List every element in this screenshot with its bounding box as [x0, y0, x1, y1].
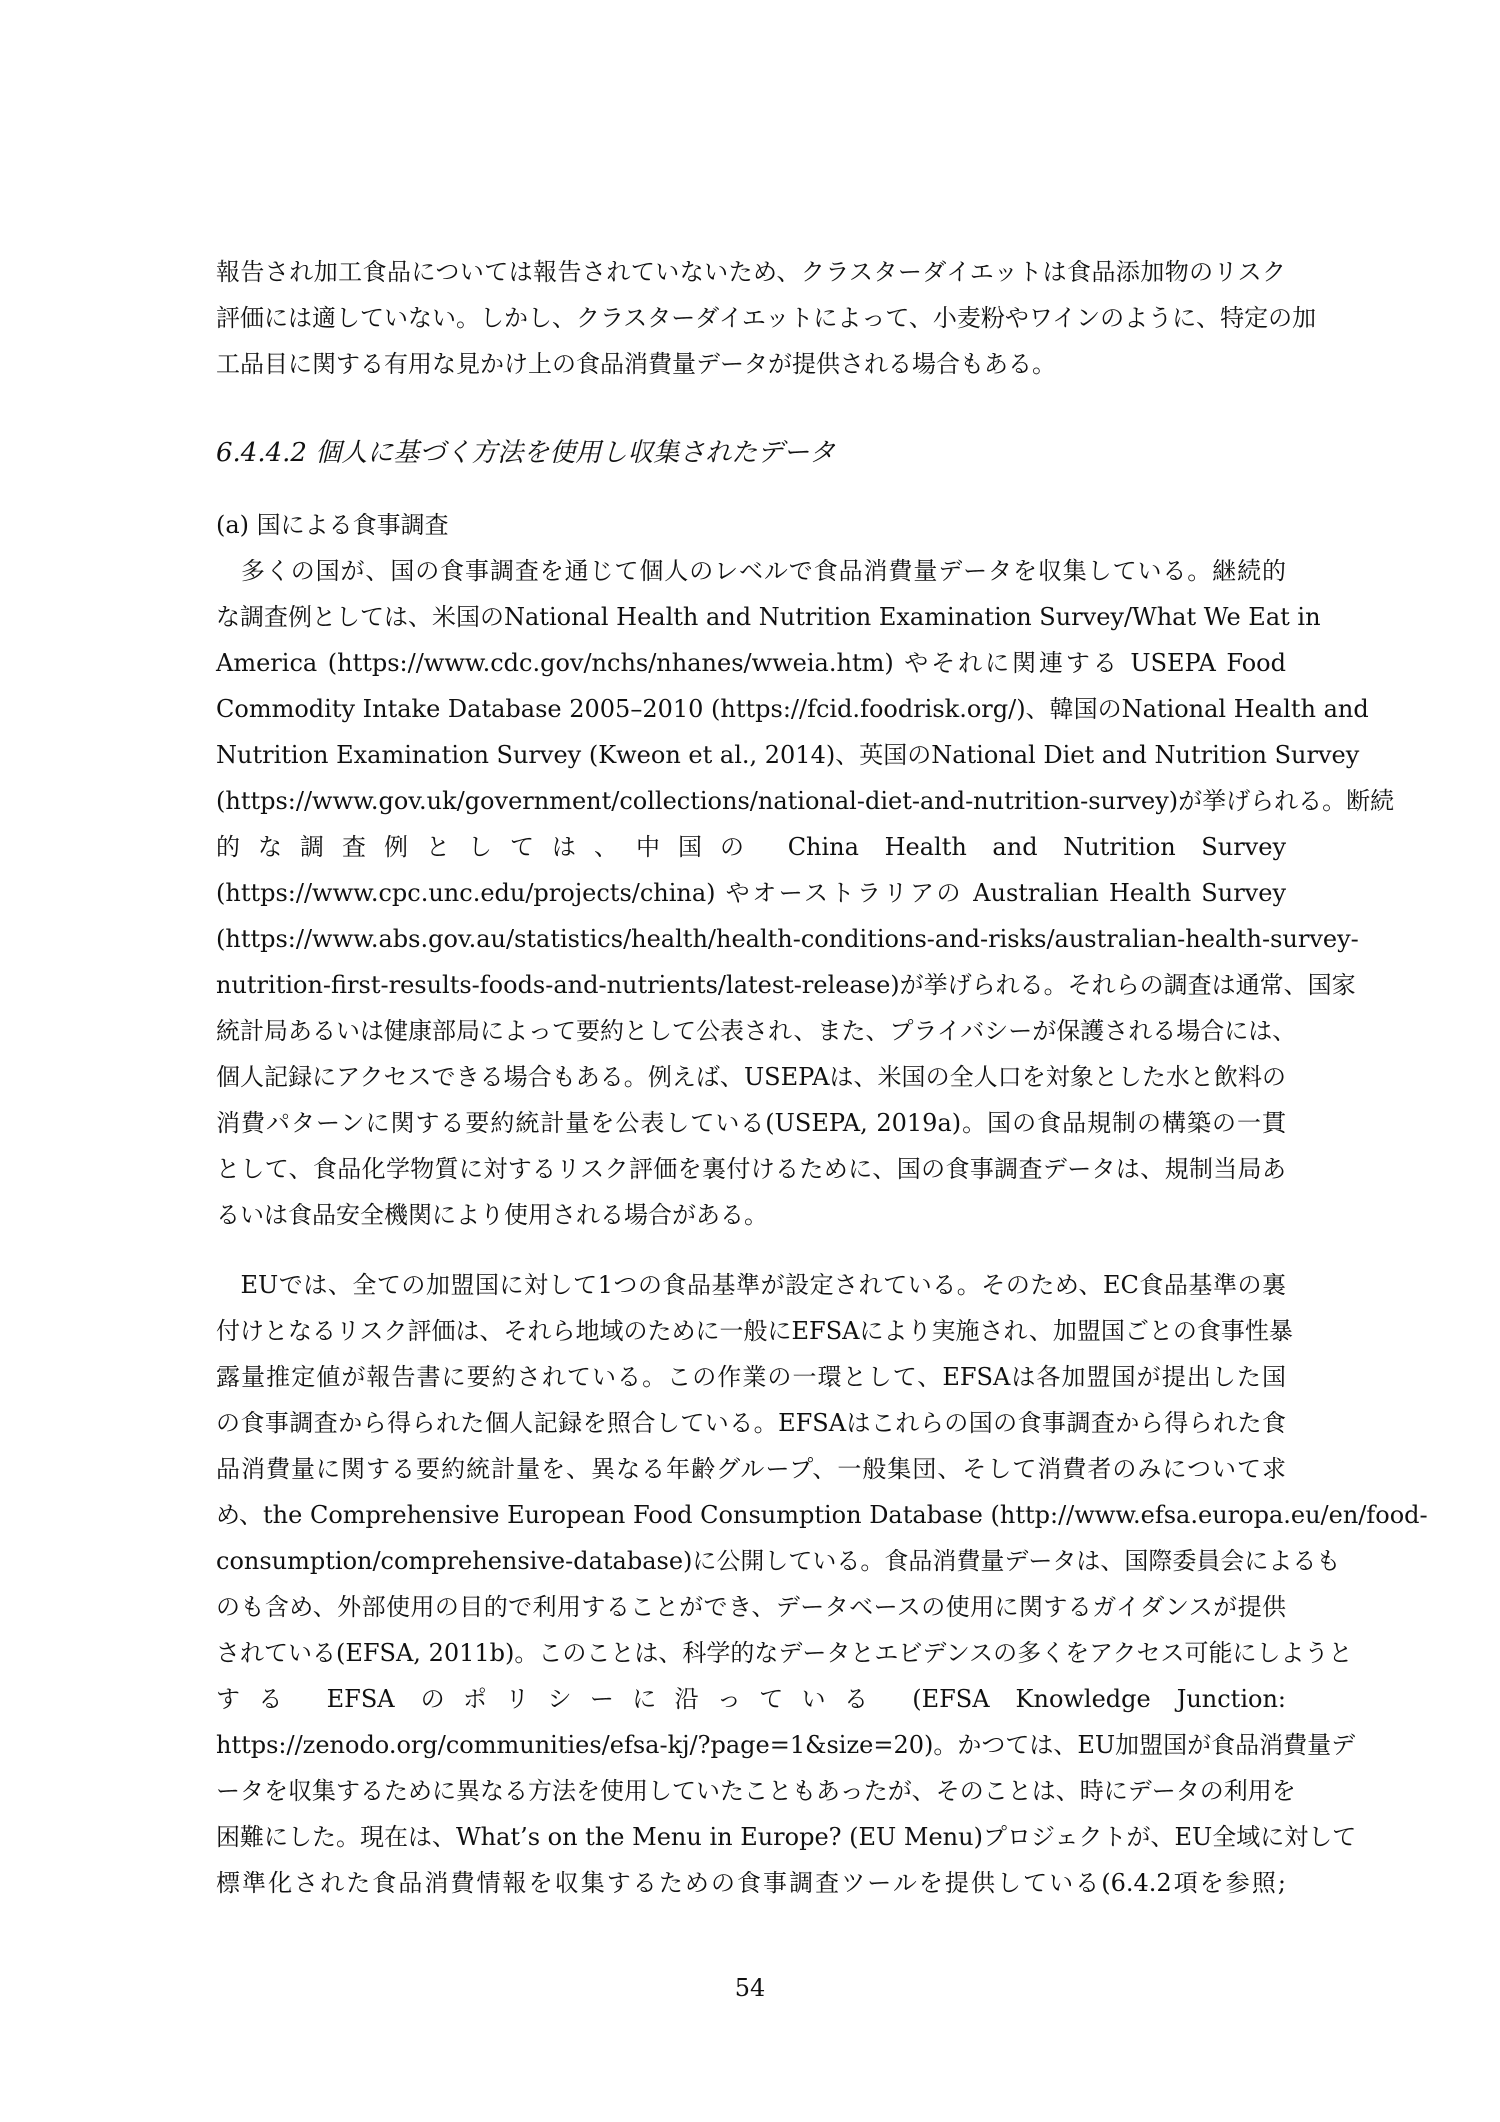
paragraph-eu-surveys	[216, 1262, 1428, 1906]
text-line: consumption/comprehensive-database)に公開している。食品消費量データは、国際委員会によるも	[216, 1547, 1341, 1575]
paragraph-national-surveys	[216, 548, 1395, 1238]
page-number: 54	[734, 1974, 766, 2002]
text-line: ータを収集するために異なる方法を使用していたこともあったが、そのことは、時にデータの利用を	[216, 1777, 1296, 1805]
text-line: 的な調査例としては、中国の China Health and Nutrition Survey	[216, 833, 1286, 861]
text-line: 標準化された食品消費情報を収集するための食事調査ツールを提供している(6.4.2項を参照;	[216, 1869, 1286, 1897]
text-line: な調査例としては、米国のNational Health and Nutrition Examination Survey/What We Eat in	[216, 603, 1321, 631]
text-line: 報告され加工食品については報告されていないため、クラスターダイエットは食品添加物のリスク	[216, 258, 1286, 286]
text-line: 個人記録にアクセスできる場合もある。例えば、USEPAは、米国の全人口を対象とした水と飲料の	[216, 1063, 1286, 1091]
text-line: https://zenodo.org/communities/efsa-kj/?page=1&size=20)。かつては、EU加盟国が食品消費量デ	[216, 1731, 1356, 1759]
text-line: されている(EFSA, 2011b)。このことは、科学的なデータとエビデンスの多くをアクセス可能にしようと	[216, 1639, 1353, 1667]
text-line: 付けとなるリスク評価は、それら地域のために一般にEFSAにより実施され、加盟国ごとの食事性暴	[216, 1317, 1293, 1345]
text-line: Nutrition Examination Survey (Kweon et al., 2014)、英国のNational Diet and Nutrition Survey	[216, 741, 1360, 769]
text-line: nutrition-first-results-foods-and-nutrients/latest-release)が挙げられる。それらの調査は通常、国家	[216, 971, 1356, 999]
text-line: め、the Comprehensive European Food Consumption Database (http://www.efsa.europa.eu/en/food-	[216, 1501, 1428, 1529]
text-line: 工品目に関する有用な見かけ上の食品消費量データが提供される場合もある。	[216, 350, 1056, 378]
text-line: 消費パターンに関する要約統計量を公表している(USEPA, 2019a)。国の食品規制の構築の一貫	[216, 1109, 1286, 1137]
text-line: Commodity Intake Database 2005–2010 (https://fcid.foodrisk.org/)、韓国のNational Health and	[216, 695, 1369, 723]
text-line: 露量推定値が報告書に要約されている。この作業の一環として、EFSAは各加盟国が提出した国	[216, 1363, 1286, 1391]
text-line: EUでは、全ての加盟国に対して1つの食品基準が設定されている。そのため、EC食品基準の裏	[216, 1271, 1286, 1299]
intro-paragraph	[216, 249, 1317, 387]
text-line: 多くの国が、国の食事調査を通じて個人のレベルで食品消費量データを収集している。継続的	[216, 557, 1286, 585]
text-line: 評価には適していない。しかし、クラスターダイエットによって、小麦粉やワインのように、特定の加	[216, 304, 1317, 332]
text-line: (https://www.cpc.unc.edu/projects/china) やオーストラリアの Australian Health Survey	[216, 879, 1286, 907]
text-line: るいは食品安全機関により使用される場合がある。	[216, 1201, 768, 1229]
text-line: の食事調査から得られた個人記録を照合している。EFSAはこれらの国の食事調査から得られた食	[216, 1409, 1286, 1437]
text-line: 困難にした。現在は、What’s on the Menu in Europe? (EU Menu)プロジェクトが、EU全域に対して	[216, 1823, 1357, 1851]
text-line: (https://www.abs.gov.au/statistics/health/health-conditions-and-risks/australian-health-survey-	[216, 925, 1359, 953]
text-line: として、食品化学物質に対するリスク評価を裏付けるために、国の食事調査データは、規制当局あ	[216, 1155, 1286, 1183]
text-line: する EFSA のポリシーに沿っている (EFSA Knowledge Junction:	[216, 1685, 1286, 1713]
text-line: 統計局あるいは健康部局によって要約として公表され、また、プライバシーが保護される場合には、	[216, 1017, 1297, 1045]
text-line: 品消費量に関する要約統計量を、異なる年齢グループ、一般集団、そして消費者のみについて求	[216, 1455, 1286, 1483]
text-line: (https://www.gov.uk/government/collections/national-diet-and-nutrition-survey)が挙げられる。断続	[216, 787, 1395, 815]
text-line: のも含め、外部使用の目的で利用することができ、データベースの使用に関するガイダンスが提供	[216, 1593, 1286, 1621]
section-heading: 6.4.4.2 個人に基づく方法を使用し収集されたデータ	[216, 438, 836, 468]
subsection-heading: (a) 国による食事調査	[216, 511, 449, 539]
text-line: America (https://www.cdc.gov/nchs/nhanes/wweia.htm) やそれに関連する USEPA Food	[216, 649, 1286, 677]
